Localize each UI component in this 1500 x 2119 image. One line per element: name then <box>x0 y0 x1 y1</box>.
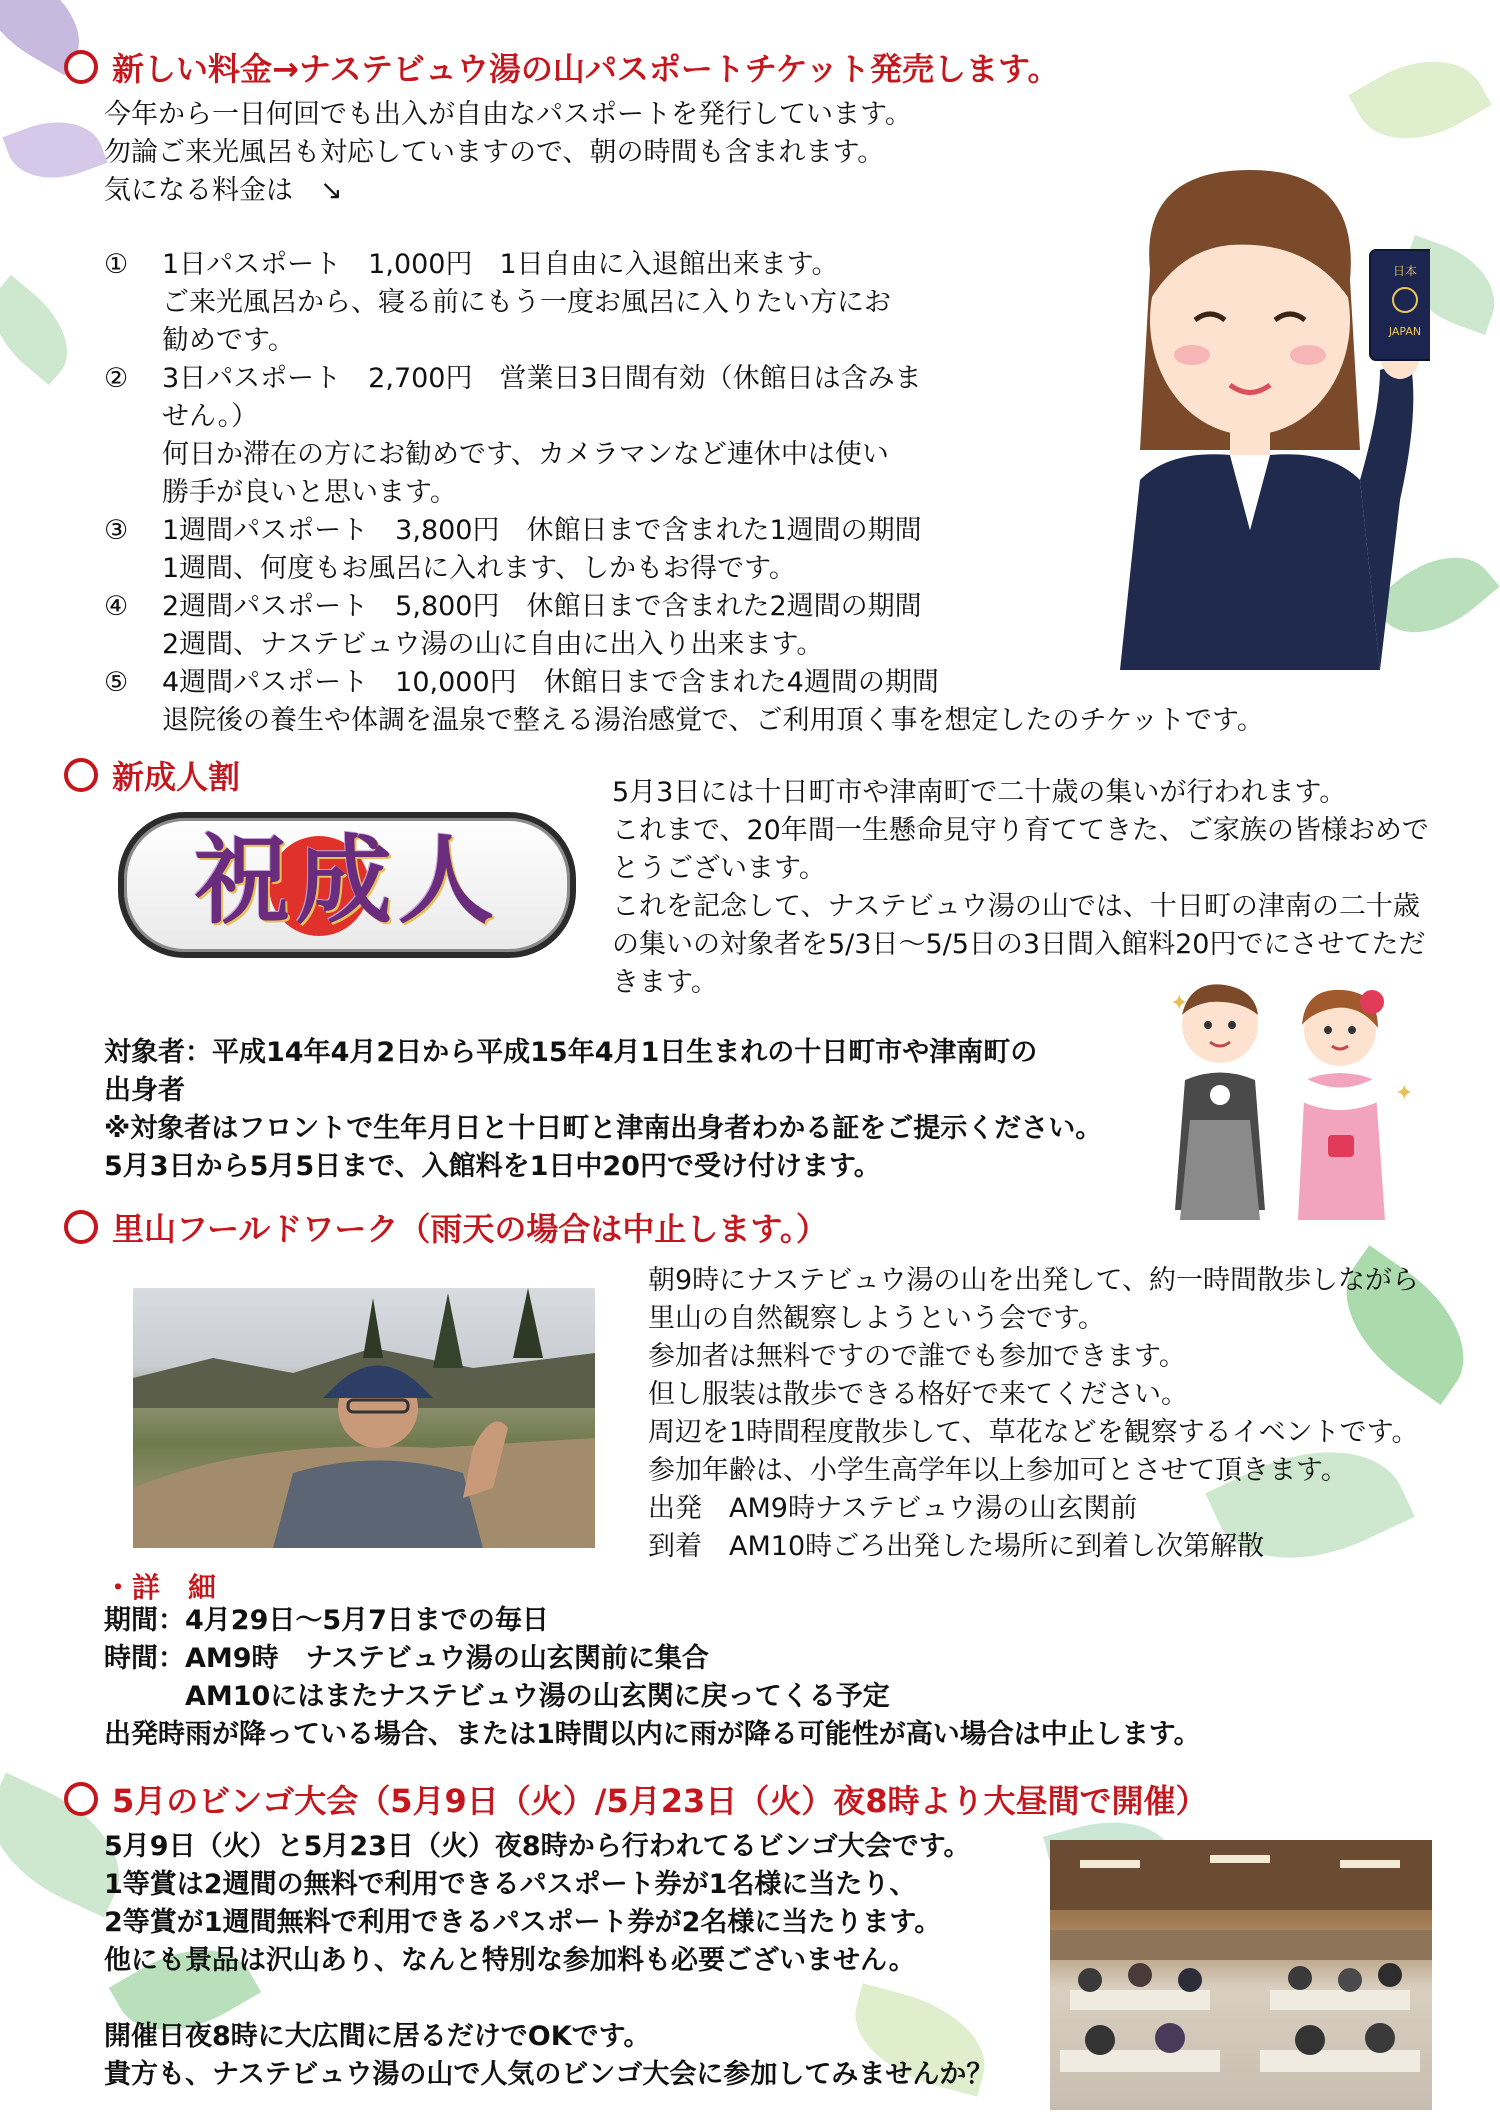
bingo-hall-photo <box>1050 1840 1432 2110</box>
paragraph-line: 出発 AM9時ナステビュウ湯の山玄関前 <box>648 1493 1138 1524</box>
item-number: ④ <box>104 591 129 622</box>
detail-line: 出身者 <box>104 1075 185 1106</box>
item-number: ② <box>104 363 129 394</box>
item-line: 勝手が良いと思います。 <box>162 477 457 508</box>
circle-bullet-icon <box>64 758 98 792</box>
guide-man-photo <box>133 1288 595 1548</box>
woman-with-passport-illustration <box>1080 150 1430 670</box>
satoyama-details <box>104 1602 1201 1754</box>
paragraph-line: これを記念して、ナステビュウ湯の山では、十日町の津南の二十歳 <box>612 891 1420 922</box>
paragraph-line: これまで、20年間一生懸命見守り育ててきた、ご家族の皆様おめで <box>612 815 1429 846</box>
leaf-decoration <box>1348 35 1492 164</box>
paragraph-line: 参加年齢は、小学生高学年以上参加可とさせて頂きます。 <box>648 1455 1348 1486</box>
item-line: 何日か滞在の方にお勧めです、カメラマンなど連休中は使い <box>162 439 889 470</box>
detail-line: 時間：AM9時 ナステビュウ湯の山玄関前に集合 <box>104 1643 709 1674</box>
new-adult-description <box>612 774 1429 1002</box>
svg-text:✦: ✦ <box>1395 1081 1414 1106</box>
paragraph-line: 5月9日（火）と5月23日（火）夜8時から行われてるビンゴ大会です。 <box>104 1831 971 1862</box>
leaf-decoration <box>2 106 107 193</box>
paragraph-line: 里山の自然観察しようという会です。 <box>648 1303 1105 1334</box>
paragraph-line: 5月3日には十日町市や津南町で二十歳の集いが行われます。 <box>612 777 1347 808</box>
paragraph-line: の集いの対象者を5/3日～5/5日の3日間入館料20円でにさせてただ <box>612 929 1426 960</box>
item-line: 1日パスポート 1,000円 1日自由に入退館出来ます。 <box>162 249 839 280</box>
couple-kimono-illustration <box>1150 970 1420 1240</box>
section-heading-passport <box>64 44 1059 90</box>
detail-line: 期間：4月29日～5月7日までの毎日 <box>104 1605 549 1636</box>
detail-line: 5月3日から5月5日まで、入館料を1日中20円で受け付けます。 <box>104 1151 881 1182</box>
paragraph-line: 但し服装は散歩できる格好で来てください。 <box>648 1379 1188 1410</box>
heading-text: 5月のビンゴ大会（5月9日（火）/5月23日（火）夜8時より大昼間で開催） <box>112 1782 1208 1820</box>
intro-line: 勿論ご来光風呂も対応していますので、朝の時間も含まれます。 <box>104 137 885 168</box>
paragraph-line: とうございます。 <box>612 853 826 884</box>
passport-intro <box>104 96 912 210</box>
item-number: ① <box>104 249 129 280</box>
details-title: ・詳 細 <box>104 1571 217 1604</box>
passport-label: 日本 <box>1392 264 1418 278</box>
detail-line: ※対象者はフロントで生年月日と十日町と津南出身者わかる証をご提示ください。 <box>104 1113 1103 1144</box>
banner-text: 祝成人 <box>194 824 500 937</box>
item-line: 退院後の養生や体調を温泉で整える湯治感覚で、ご利用頂く事を想定したのチケットです。 <box>162 705 1264 736</box>
section-heading-satoyama <box>64 1204 828 1250</box>
item-line: 勧めです。 <box>162 325 295 356</box>
svg-text:✦: ✦ <box>1170 991 1189 1016</box>
bingo-description <box>104 1828 993 2094</box>
paragraph-line: 2等賞が1週間無料で利用できるパスポート券が2名様に当たります。 <box>104 1907 942 1938</box>
item-number: ③ <box>104 515 129 546</box>
circle-bullet-icon <box>64 1782 98 1816</box>
heading-text: 新しい料金→ナステビュウ湯の山パスポートチケット発売します。 <box>112 50 1060 88</box>
satoyama-description <box>648 1262 1419 1566</box>
item-line: せん。） <box>162 401 259 432</box>
paragraph-line: 開催日夜8時に大広間に居るだけでOKです。 <box>104 2021 651 2052</box>
paragraph-line: きます。 <box>612 967 718 998</box>
circle-bullet-icon <box>64 1210 98 1244</box>
item-line: 1週間パスポート 3,800円 休館日まで含まれた1週間の期間 <box>162 515 922 546</box>
item-line: 2週間パスポート 5,800円 休館日まで含まれた2週間の期間 <box>162 591 922 622</box>
item-line: ご来光風呂から、寝る前にもう一度お風呂に入りたい方にお <box>162 287 891 318</box>
detail-line: AM10にはまたナステビュウ湯の山玄関に戻ってくる予定 <box>104 1681 890 1712</box>
paragraph-line: 周辺を1時間程度散歩して、草花などを観察するイベントです。 <box>648 1417 1419 1448</box>
passport-label: JAPAN <box>1388 325 1422 338</box>
paragraph-line <box>104 1980 993 2018</box>
item-line: 1週間、何度もお風呂に入れます、しかもお得です。 <box>162 553 796 584</box>
paragraph-line: 到着 AM10時ごろ出発した場所に到着し次第解散 <box>648 1531 1265 1562</box>
detail-line: 出発時雨が降っている場合、または1時間以内に雨が降る可能性が高い場合は中止します。 <box>104 1719 1201 1750</box>
intro-line: 気になる料金は ↘ <box>104 175 343 206</box>
item-line: 3日パスポート 2,700円 営業日3日間有効（休館日は含みま <box>162 363 922 394</box>
detail-line: 対象者：平成14年4月2日から平成15年4月1日生まれの十日町市や津南町の <box>104 1037 1038 1068</box>
item-line: 4週間パスポート 10,000円 休館日まで含まれた4週間の期間 <box>162 667 939 698</box>
section-heading-bingo <box>64 1776 1208 1822</box>
new-adult-details <box>104 1034 1102 1186</box>
paragraph-line: 他にも景品は沢山あり、なんと特別な参加料も必要ございません。 <box>104 1945 916 1976</box>
item-number: ⑤ <box>104 667 129 698</box>
paragraph-line: 貴方も、ナステビュウ湯の山で人気のビンゴ大会に参加してみませんか？ <box>104 2059 994 2090</box>
item-line: 2週間、ナステビュウ湯の山に自由に出入り出来ます。 <box>162 629 824 660</box>
intro-line: 今年から一日何回でも出入が自由なパスポートを発行しています。 <box>104 99 912 130</box>
paragraph-line: 1等賞は2週間の無料で利用できるパスポート券が1名様に当たり、 <box>104 1869 917 1900</box>
paragraph-line: 朝9時にナステビュウ湯の山を出発して、約一時間散歩しながら <box>648 1265 1420 1296</box>
paragraph-line: 参加者は無料ですので誰でも参加できます。 <box>648 1341 1186 1372</box>
heading-text: 里山フールドワーク（雨天の場合は中止します。） <box>112 1210 828 1248</box>
heading-text: 新成人割 <box>112 758 241 796</box>
circle-bullet-icon <box>64 50 98 84</box>
section-heading-new-adult <box>64 752 240 798</box>
leaf-decoration <box>0 275 88 385</box>
celebration-banner <box>118 812 576 958</box>
